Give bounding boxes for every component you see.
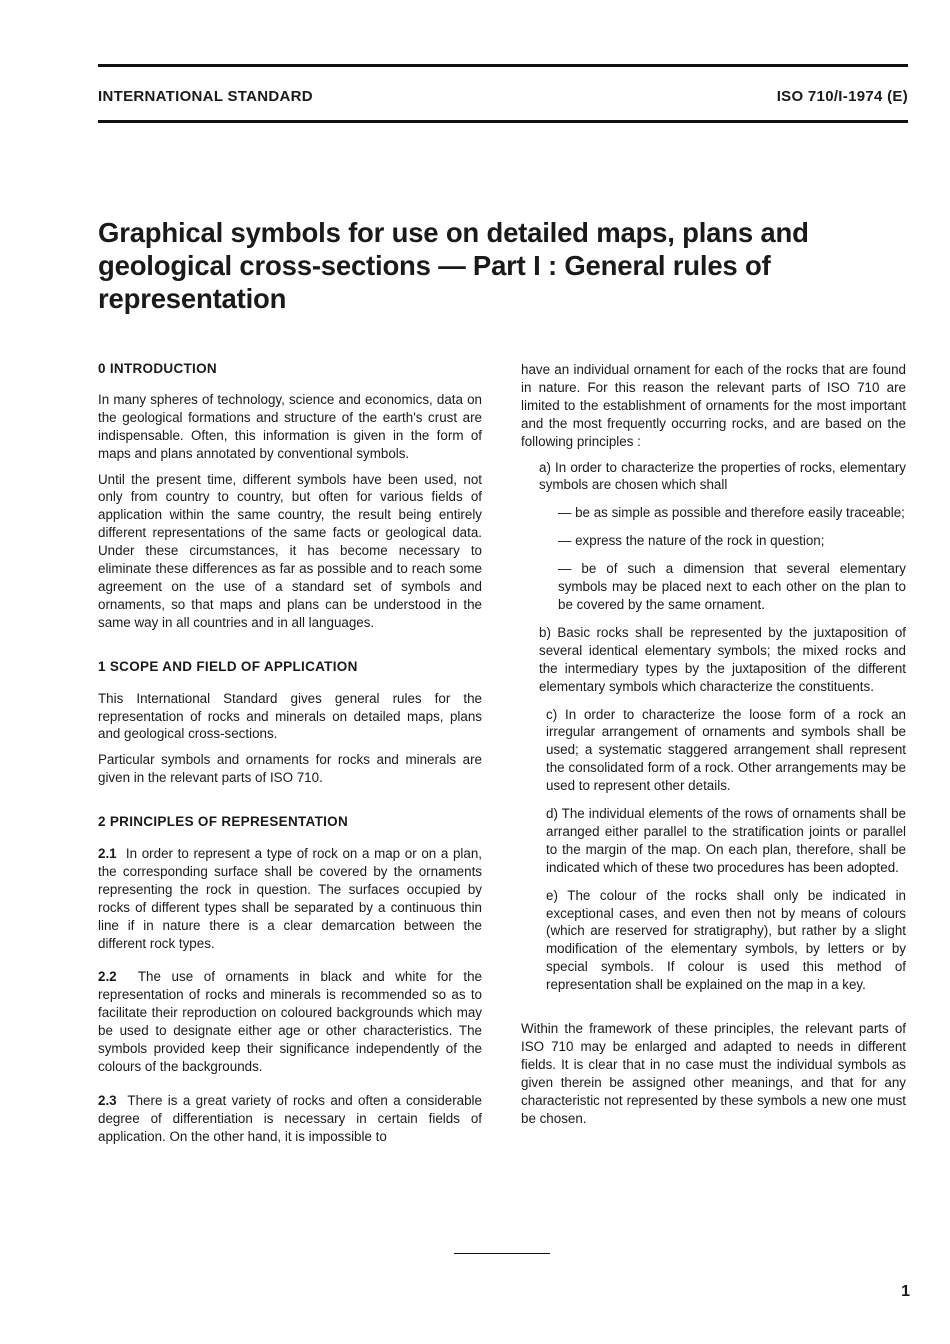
section-heading-scope: 1 SCOPE AND FIELD OF APPLICATION [98, 658, 358, 674]
principle-a-dash-1: — be as simple as possible and therefore easily traceable; [558, 505, 905, 521]
clause-number: 2.1 [98, 846, 117, 862]
clause-text: There is a great variety of rocks and often a considerable degree of differentiation is necessary in certain fields of application. On the other hand, it is impossible to [98, 1092, 482, 1144]
clause-2-1 [98, 845, 482, 952]
standard-number: ISO 710/I-1974 (E) [776, 88, 908, 105]
footer-rule [454, 1253, 550, 1254]
closing-paragraph: Within the framework of these principles, the relevant parts of ISO 710 may be enlarged and adapted to needs in different fields. It is clear that in no case must the individual symbols as given therein be assigned other meanings, and that for any characteristic not represented by these symbols a new one must be chosen. [521, 1021, 906, 1126]
principle-b: b) Basic rocks shall be represented by the juxtaposition of several identical elementary symbols; the mixed rocks and the intermediary types by the juxtaposition of the different elementary symbols which characterize the constituents. [539, 624, 906, 694]
clause-text: In order to represent a type of rock on a map or on a plan, the corresponding surface shall be covered by the ornaments representing the rock in question. The surfaces occupied by rocks of different types shall be separated by a continuous thin line if in nature there is a clear demarcation between the different rock types. [98, 846, 482, 951]
section-heading-principles: 2 PRINCIPLES OF REPRESENTATION [98, 814, 349, 830]
clause-2-2 [98, 968, 482, 1075]
principle-a-dash-3: — be of such a dimension that several elementary symbols may be placed next to each other on the plan to be covered by the same ornament. [558, 561, 906, 612]
principle-c: c) In order to characterize the loose form of a rock an irregular arrangement of ornaments and symbols shall be used; a systematic staggered arrangement shall represent the consolidated form of a rock. Other arrangements may be used to represent other details. [546, 706, 906, 794]
intro-paragraph-2: Until the present time, different symbols have been used, not only from country to country, but often for various fields of application within the same country, the result being entirely different representations of the same facts or geological data. Under these circumstances, it has become necessary to eliminate these differences as far as possible and to reach some agreement on the use of a standard set of symbols and ornaments, so that maps and plans can be understood in the same way in all countries and in all languages. [98, 471, 482, 630]
document-title: Graphical symbols for use on detailed maps, plans and geological cross-sections — Part I : General rules of representation [98, 217, 809, 314]
top-rule [98, 64, 908, 67]
clause-number: 2.3 [98, 1092, 117, 1108]
section-heading-introduction: 0 INTRODUCTION [98, 361, 217, 376]
page-number: 1 [901, 1283, 910, 1300]
scope-paragraph-1: This International Standard gives general rules for the representation of rocks and minerals on detailed maps, plans and geological cross-sections. [98, 690, 482, 742]
principle-e: e) The colour of the rocks shall only be indicated in exceptional cases, and even then not by means of colours (which are reserved for stratigraphy), but rather by a slight modification of the elementary symbols, by letters or by special symbols. If colour is used this method of representation shall be explained on the map in a key. [546, 887, 906, 993]
clause-2-3-continued: have an individual ornament for each of the rocks that are found in nature. For this reason the relevant parts of ISO 710 are limited to the establishment of ornaments for the most important and the most frequently occurring rocks, and are based on the following principles : [521, 362, 906, 449]
scope-paragraph-2: Particular symbols and ornaments for rocks and minerals are given in the relevant parts of ISO 710. [98, 752, 482, 786]
principle-d: d) The individual elements of the rows of ornaments shall be arranged either parallel to the stratification joints or parallel to the margin of the map. On each plan, therefore, shall be indicated which of these two procedures has been adopted. [546, 806, 906, 875]
clause-text: The use of ornaments in black and white for the representation of rocks and minerals is recommended so as to facilitate their reproduction on coloured backgrounds which may be used to designate either age or other characteristics. The symbols provided keep their significance independently of the colours of the backgrounds. [98, 969, 482, 1074]
right-column [521, 361, 906, 1136]
clause-2-3 [98, 1092, 482, 1146]
header-rule [98, 120, 908, 123]
principle-a: a) In order to characterize the properties of rocks, elementary symbols are chosen which shall [539, 459, 906, 493]
principle-a-dash-2: — express the nature of the rock in question; [558, 533, 825, 549]
clause-number: 2.2 [98, 969, 117, 985]
intro-paragraph-1: In many spheres of technology, science and economics, data on the geological formations and structure of the earth's crust are indispensable. Often, this information is given in the form of maps and plans annotated by conventional symbols. [98, 391, 482, 461]
left-column [98, 360, 482, 1154]
standard-label: INTERNATIONAL STANDARD [98, 88, 313, 105]
